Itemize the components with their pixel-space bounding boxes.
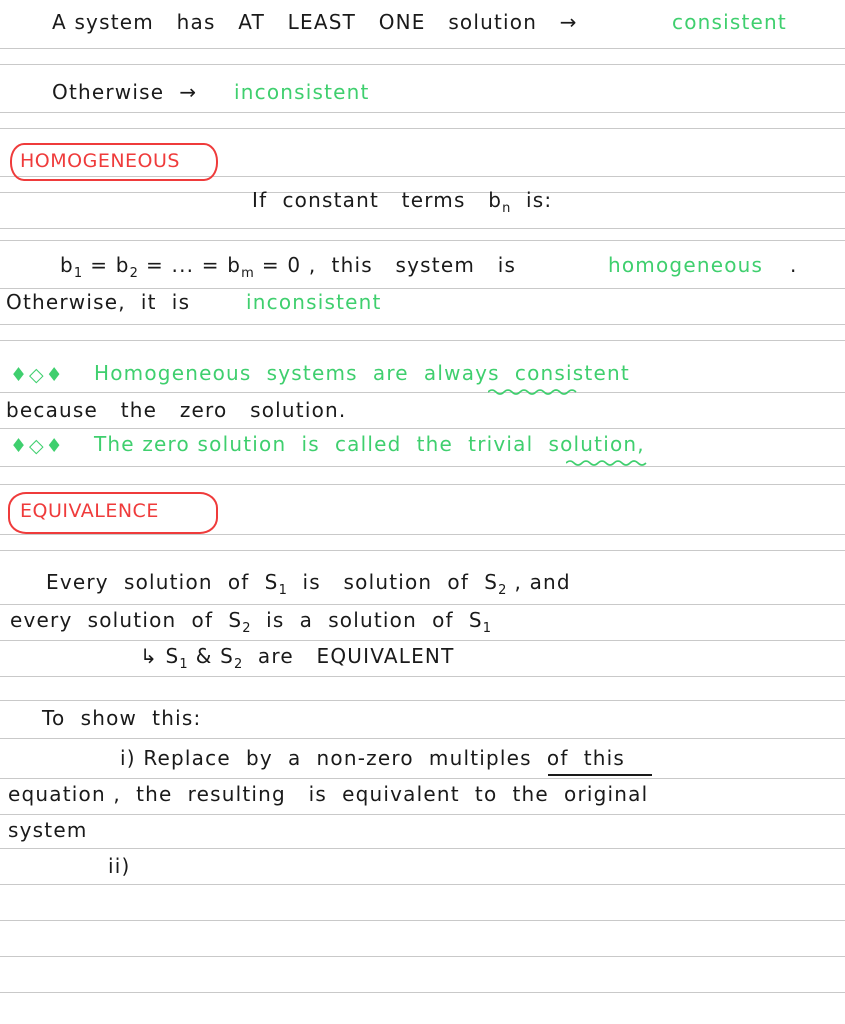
rule-line	[0, 992, 845, 993]
homogeneous-heading-label: HOMOGENEOUS	[20, 150, 180, 172]
rule-line	[0, 956, 845, 957]
note-line-5-keyword: homogeneous	[608, 253, 764, 277]
note-line-12	[10, 610, 492, 635]
line12-sub-1: 1	[482, 621, 492, 636]
line11-sub-1: 1	[278, 583, 288, 598]
line12-sub-2: 2	[242, 621, 252, 636]
note-line-18: ii)	[108, 854, 131, 878]
underline-multiples	[548, 774, 652, 776]
rule-line	[0, 738, 845, 739]
line4-text-a: If constant terms b	[252, 188, 503, 212]
line12-b: is a solution of S	[251, 608, 483, 632]
rule-line	[0, 466, 845, 467]
rule-line	[0, 288, 845, 289]
rule-line	[0, 240, 845, 241]
rule-line	[0, 848, 845, 849]
diamond-bullet-icon-2: ♦◇♦	[10, 435, 65, 457]
line13-sub-1: 1	[179, 657, 189, 672]
note-line-6-keyword: inconsistent	[246, 290, 382, 314]
line11-a: Every solution of S	[46, 570, 279, 594]
note-line-17: system	[8, 818, 88, 842]
rule-line	[0, 128, 845, 129]
line5-eq-dots: = ... = b	[138, 253, 242, 277]
rule-line	[0, 534, 845, 535]
line5-b: b	[60, 253, 74, 277]
note-line-5	[60, 255, 516, 280]
rule-line	[0, 48, 845, 49]
note-line-5-period: .	[790, 253, 798, 277]
rule-line	[0, 324, 845, 325]
line11-sub-2: 2	[498, 583, 507, 598]
line5-eq-b: = b	[82, 253, 130, 277]
squiggly-underline-always	[488, 388, 578, 395]
line5-tail: = 0 , this system is	[254, 253, 517, 277]
note-line-16: equation , the resulting is equivalent to the original	[8, 782, 649, 806]
diamond-bullet-icon: ♦◇♦	[10, 364, 65, 386]
rule-line	[0, 228, 845, 229]
rule-line	[0, 550, 845, 551]
note-line-1-keyword: consistent	[672, 10, 787, 34]
line11-c: , and	[506, 570, 571, 594]
note-line-8: because the zero solution.	[6, 398, 347, 422]
rule-line	[0, 392, 845, 393]
line13-c: are EQUIVALENT	[242, 644, 455, 668]
note-line-14: To show this:	[42, 706, 202, 730]
line4-subscript-n: n	[502, 201, 511, 216]
rule-line	[0, 428, 845, 429]
line12-a: every solution of S	[10, 608, 243, 632]
rule-line	[0, 640, 845, 641]
rule-line	[0, 484, 845, 485]
line13-a: ↳ S	[140, 644, 180, 668]
note-line-11	[46, 572, 571, 597]
rule-line	[0, 340, 845, 341]
rule-line	[0, 64, 845, 65]
note-line-1-black: A system has AT LEAST ONE solution →	[52, 10, 578, 34]
line5-sub-1: 1	[73, 266, 83, 281]
equivalence-heading-label: EQUIVALENCE	[20, 500, 159, 522]
rule-line	[0, 112, 845, 113]
note-line-9: The zero solution is called the trivial solution,	[94, 432, 645, 456]
note-line-2-keyword: inconsistent	[234, 80, 370, 104]
line5-sub-m: m	[241, 266, 255, 281]
line13-sub-2: 2	[234, 657, 243, 672]
rule-line	[0, 920, 845, 921]
squiggly-underline-trivial	[566, 459, 648, 466]
line4-text-b: is:	[510, 188, 553, 212]
rule-line	[0, 676, 845, 677]
line11-b: is solution of S	[287, 570, 499, 594]
rule-line	[0, 814, 845, 815]
rule-line	[0, 884, 845, 885]
note-line-2-black: Otherwise →	[52, 80, 198, 104]
note-line-13	[140, 646, 455, 671]
note-line-7: Homogeneous systems are always consistent	[94, 361, 630, 385]
note-line-15: i) Replace by a non-zero multiples of this	[120, 746, 625, 770]
note-line-4	[252, 190, 552, 215]
line13-b: & S	[188, 644, 235, 668]
rule-line	[0, 778, 845, 779]
rule-line	[0, 700, 845, 701]
rule-line	[0, 604, 845, 605]
line5-sub-2: 2	[129, 266, 139, 281]
note-line-6-black: Otherwise, it is	[6, 290, 191, 314]
